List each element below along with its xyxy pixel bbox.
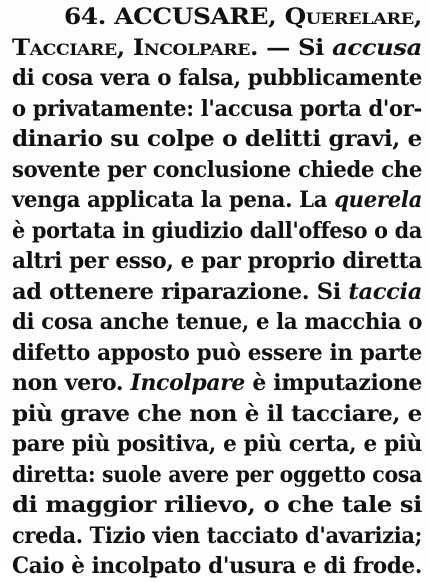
line-segment: pare più positiva, e più certa, e più (12, 431, 422, 457)
line-segment: venga applicata la pena. La (12, 187, 335, 213)
line-segment: di cosa vera o falsa, pubblicamente (12, 65, 422, 91)
text-line (12, 185, 422, 216)
entry-number: 64. (64, 4, 115, 30)
line-segment: o privatamente: l'accusa porta d'or- (12, 95, 422, 122)
text-line (12, 490, 422, 521)
headword: ACCUSARE (114, 4, 269, 30)
text-line (12, 307, 422, 338)
line-segment: più grave che non è il tacciare, e (12, 400, 422, 427)
text-line (12, 338, 422, 369)
text-line (12, 429, 422, 460)
line-segment: ad ottenere riparazione. Si (12, 278, 349, 305)
line-segment: è imputazione (245, 370, 422, 396)
text-line (12, 399, 422, 430)
line-segment: Caio è incolpato d'usura e di frode. (12, 553, 423, 579)
text-line (12, 33, 422, 64)
emphasized-term: querela (334, 187, 423, 213)
line-segment: altri per esso, e par proprio diretta (12, 248, 422, 274)
text-line (12, 2, 422, 33)
line-segment: diretta: suole avere per oggetto cosa (12, 461, 423, 488)
text-line (12, 521, 422, 552)
text-line (12, 216, 422, 247)
text-line (12, 277, 422, 308)
text-line (12, 368, 422, 399)
text-line (12, 94, 422, 125)
text-line (12, 551, 422, 582)
line-segment: difetto apposto può essere in parte (12, 339, 422, 366)
text-line (12, 63, 422, 94)
line-segment: creda. Tizio vien tacciato d'avarizia; (12, 522, 422, 549)
synonym-headwords: Tacciare, Incolpare. (12, 34, 259, 61)
line-segment: di cosa anche tenue, e la macchia o (12, 309, 422, 335)
synonym-entry (12, 2, 422, 582)
line-segment: è portata in giudizio dall'offeso o da (12, 217, 423, 244)
line-segment: non vero. (12, 370, 131, 396)
line-segment: — Si (258, 34, 333, 61)
text-line (12, 155, 422, 186)
emphasized-term: Incolpare (130, 370, 246, 396)
line-segment: di maggior rilievo, o che tale si (12, 492, 423, 518)
text-line (12, 246, 422, 277)
text-line (12, 460, 422, 491)
emphasized-term: taccia (348, 278, 423, 305)
emphasized-term: accusa (332, 34, 423, 61)
synonym-headwords: Querelare, (284, 4, 423, 30)
line-segment: dinario su colpe o delitti gravi, e (12, 126, 422, 152)
line-segment: , (268, 4, 285, 30)
text-line (12, 124, 422, 155)
line-segment: sovente per conclusione chiede che (12, 156, 423, 183)
